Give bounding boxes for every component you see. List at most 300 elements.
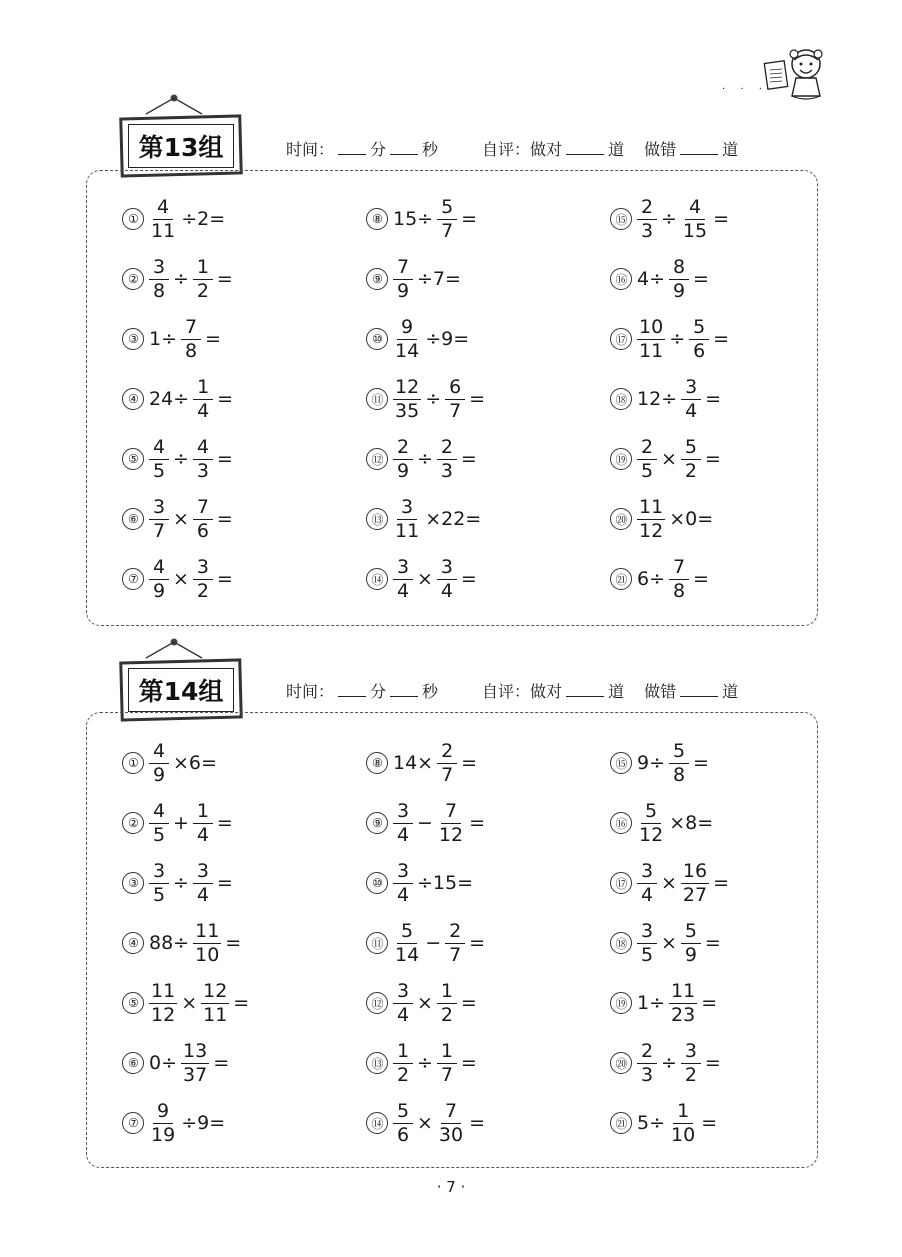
numerator: 4: [149, 438, 169, 460]
operator-text: ×: [417, 1112, 433, 1134]
fraction: [681, 195, 709, 242]
denominator: 12: [639, 823, 664, 846]
operator-text: ÷9=: [425, 328, 470, 350]
numerator: 2: [437, 438, 457, 460]
problem-number: ⑫: [366, 448, 388, 470]
problem-number: ⑮: [610, 752, 632, 774]
denominator: 11: [151, 219, 176, 242]
numerator: 4: [153, 198, 173, 220]
operator-text: +: [173, 812, 189, 834]
numerator: 3: [193, 558, 213, 580]
fraction: [393, 1099, 413, 1146]
denominator: 19: [151, 1123, 176, 1146]
operator-text: 24÷: [149, 388, 190, 410]
denominator: 11: [395, 519, 420, 542]
problem-item: [122, 1038, 231, 1088]
fraction: [669, 1099, 697, 1146]
fraction: [393, 495, 421, 542]
denominator: 30: [438, 1123, 464, 1146]
numerator: 11: [195, 919, 220, 942]
operator-text: =: [704, 1052, 721, 1074]
operator-text: =: [469, 1112, 486, 1134]
fraction: [669, 979, 697, 1026]
problem-item: [122, 978, 251, 1028]
numerator: 5: [689, 318, 709, 340]
record-line: 时间： 分 秒 自评：做对 道 做错 道: [286, 140, 739, 159]
fraction: [193, 375, 213, 422]
problem-item: [610, 194, 731, 244]
seconds-blank[interactable]: [390, 153, 418, 155]
problem-number: ⑳: [610, 1052, 632, 1074]
fraction: [637, 315, 665, 362]
fraction: [437, 195, 457, 242]
operator-text: ÷: [417, 448, 433, 470]
problem-number: ⑭: [366, 1112, 388, 1134]
problem-number: ⑲: [610, 992, 632, 1014]
operator-text: =: [469, 388, 486, 410]
numerator: 5: [681, 438, 701, 460]
operator-text: ×: [173, 508, 189, 530]
fraction: [393, 255, 413, 302]
problem-item: [122, 1098, 227, 1148]
operator-text: 12÷: [637, 388, 678, 410]
numerator: 2: [445, 922, 465, 944]
fraction: [445, 375, 465, 422]
denominator: 9: [684, 943, 697, 966]
operator-text: =: [216, 448, 233, 470]
problem-item: [610, 1038, 723, 1088]
problem-item: [366, 314, 471, 364]
group-title: 第14组: [128, 668, 234, 712]
problem-item: [366, 554, 479, 604]
numerator: 4: [685, 198, 705, 220]
numerator: 8: [669, 258, 689, 280]
numerator: 12: [203, 979, 228, 1002]
denominator: 37: [183, 1063, 208, 1086]
page-number: · 7 ·: [436, 1178, 466, 1196]
denominator: 2: [196, 579, 209, 602]
numerator: 1: [193, 378, 213, 400]
fraction: [437, 739, 457, 786]
denominator: 7: [449, 399, 462, 422]
fraction: [669, 255, 689, 302]
operator-text: 6÷: [637, 568, 666, 590]
denominator: 2: [684, 1063, 697, 1086]
fraction: [637, 195, 657, 242]
numerator: 12: [395, 375, 420, 398]
fraction: [681, 1039, 701, 1086]
denominator: 12: [151, 1003, 176, 1026]
fraction: [681, 435, 701, 482]
operator-text: ÷: [425, 388, 442, 410]
operator-text: ×8=: [669, 812, 714, 834]
operator-text: 4÷: [637, 268, 666, 290]
denominator: 2: [196, 279, 209, 302]
frame-hanger-icon: [140, 92, 210, 116]
denominator: 5: [640, 943, 654, 966]
numerator: 4: [149, 802, 169, 824]
problem-item: [610, 858, 731, 908]
denominator: 6: [693, 339, 706, 362]
problem-item: [122, 434, 235, 484]
minutes-blank[interactable]: [338, 695, 366, 697]
record-line: 时间： 分 秒 自评：做对 道 做错 道: [286, 682, 739, 701]
operator-text: =: [701, 1112, 718, 1134]
operator-text: =: [713, 872, 730, 894]
denominator: 14: [395, 943, 420, 966]
denominator: 6: [396, 1123, 410, 1146]
problem-number: ⑱: [610, 932, 632, 954]
problem-item: [366, 374, 487, 424]
problem-number: ⑪: [366, 388, 388, 410]
denominator: 9: [152, 763, 166, 786]
denominator: 8: [152, 279, 166, 302]
fraction: [149, 555, 169, 602]
fraction: [149, 435, 169, 482]
denominator: 27: [682, 883, 708, 906]
denominator: 8: [184, 339, 198, 362]
fraction: [193, 919, 221, 966]
fraction: [393, 315, 421, 362]
denominator: 4: [396, 883, 410, 906]
fraction: [437, 1099, 465, 1146]
problem-number: ①: [122, 752, 144, 774]
problem-item: [366, 978, 479, 1028]
operator-text: ×6=: [173, 752, 217, 774]
denominator: 4: [196, 883, 209, 906]
numerator: 3: [193, 862, 213, 884]
numerator: 3: [637, 922, 657, 944]
operator-text: ×0=: [669, 508, 714, 530]
fraction: [437, 555, 457, 602]
denominator: 11: [203, 1003, 228, 1026]
fraction: [193, 799, 213, 846]
denominator: 3: [196, 459, 209, 482]
operator-text: =: [216, 568, 233, 590]
problem-item: [610, 494, 715, 544]
problem-item: [366, 1038, 479, 1088]
problem-item: [122, 738, 219, 788]
denominator: 4: [197, 399, 210, 422]
operator-text: =: [213, 1052, 230, 1074]
denominator: 9: [672, 279, 686, 302]
numerator: 3: [393, 862, 413, 884]
denominator: 5: [152, 883, 166, 906]
problem-number: ⑰: [610, 872, 632, 894]
denominator: 23: [671, 1003, 696, 1026]
problem-number: ①: [122, 208, 144, 230]
problem-number: ⑨: [366, 812, 388, 834]
numerator: 7: [181, 318, 201, 340]
fraction: [149, 799, 169, 846]
fraction: [689, 315, 709, 362]
numerator: 6: [445, 378, 465, 400]
operator-text: ÷: [173, 268, 189, 290]
numerator: 11: [639, 495, 664, 518]
problem-number: ③: [122, 328, 144, 350]
numerator: 3: [397, 498, 417, 520]
numerator: 1: [673, 1102, 693, 1124]
denominator: 3: [640, 1063, 654, 1086]
fraction: [181, 315, 201, 362]
denominator: 4: [440, 579, 453, 602]
problem-number: ⑲: [610, 448, 632, 470]
denominator: 7: [441, 219, 454, 242]
denominator: 8: [672, 763, 686, 786]
problem-item: [122, 194, 227, 244]
problem-item: [366, 858, 475, 908]
numerator: 7: [393, 258, 413, 280]
group-title-frame: [120, 116, 242, 176]
operator-text: ÷7=: [417, 268, 461, 290]
fraction: [669, 739, 689, 786]
fraction: [437, 435, 457, 482]
fraction: [393, 1039, 413, 1086]
problem-item: [610, 918, 723, 968]
problem-item: [122, 314, 223, 364]
denominator: 6: [196, 519, 209, 542]
problem-number: ⑩: [366, 872, 388, 894]
problem-number: ㉑: [610, 568, 632, 590]
fraction: [637, 495, 665, 542]
numerator: 9: [153, 1102, 173, 1124]
denominator: 4: [396, 823, 410, 846]
fraction: [393, 859, 413, 906]
fraction: [393, 435, 413, 482]
numerator: 1: [393, 1042, 413, 1064]
group-title: 第13组: [128, 124, 234, 168]
problem-number: ②: [122, 268, 144, 290]
problem-number: ⑯: [610, 268, 632, 290]
problem-item: [366, 194, 479, 244]
problem-item: [366, 254, 463, 304]
fraction: [393, 375, 421, 422]
problem-item: [366, 918, 487, 968]
denominator: 12: [438, 823, 464, 846]
operator-text: ÷: [173, 872, 189, 894]
problem-item: [610, 978, 719, 1028]
problem-item: [122, 554, 235, 604]
operator-text: =: [713, 328, 730, 350]
operator-text: ×: [661, 872, 677, 894]
operator-text: =: [693, 268, 709, 290]
wrong-count-blank[interactable]: [680, 695, 718, 697]
numerator: 3: [149, 498, 169, 520]
fraction: [393, 799, 413, 846]
fraction: [193, 495, 213, 542]
girl-mascot-icon: [762, 42, 834, 106]
numerator: 3: [637, 862, 657, 884]
problem-number: ⑤: [122, 992, 144, 1014]
denominator: 2: [396, 1063, 410, 1086]
fraction: [637, 435, 657, 482]
problem-item: [610, 1098, 719, 1148]
problem-item: [366, 1098, 487, 1148]
numerator: 4: [193, 438, 213, 460]
problem-number: ③: [122, 872, 144, 894]
fraction: [681, 919, 701, 966]
problem-number: ⑱: [610, 388, 632, 410]
fraction: [681, 859, 709, 906]
numerator: 10: [639, 315, 664, 338]
denominator: 4: [396, 1003, 410, 1026]
problem-number: ⑬: [366, 1052, 388, 1074]
numerator: 3: [393, 558, 413, 580]
denominator: 15: [682, 219, 708, 242]
numerator: 4: [149, 742, 169, 764]
problem-number: ⑳: [610, 508, 632, 530]
fraction: [437, 799, 465, 846]
operator-text: 14×: [393, 752, 434, 774]
operator-text: ×: [417, 992, 433, 1014]
numerator: 3: [437, 558, 457, 580]
operator-text: ×: [661, 448, 677, 470]
correct-count-blank[interactable]: [566, 153, 604, 155]
numerator: 5: [393, 1102, 413, 1124]
correct-count-blank[interactable]: [566, 695, 604, 697]
operator-text: ÷2=: [181, 208, 226, 230]
fraction: [181, 1039, 209, 1086]
fraction: [149, 1099, 177, 1146]
numerator: 2: [437, 742, 457, 764]
problem-number: ⑨: [366, 268, 388, 290]
fraction: [637, 799, 665, 846]
fraction: [637, 919, 657, 966]
problem-number: ⑫: [366, 992, 388, 1014]
denominator: 3: [640, 219, 654, 242]
fraction: [149, 979, 177, 1026]
fraction: [393, 979, 413, 1026]
numerator: 5: [681, 922, 701, 944]
operator-text: −: [417, 812, 433, 834]
numerator: 5: [397, 922, 417, 944]
denominator: 2: [684, 459, 697, 482]
operator-text: =: [461, 752, 478, 774]
denominator: 4: [196, 823, 209, 846]
problem-item: [366, 798, 487, 848]
operator-text: =: [216, 872, 233, 894]
denominator: 5: [152, 823, 166, 846]
denominator: 5: [640, 459, 654, 482]
operator-text: ×22=: [425, 508, 482, 530]
problem-item: [610, 738, 711, 788]
numerator: 4: [149, 558, 169, 580]
operator-text: =: [704, 932, 721, 954]
operator-text: =: [216, 812, 233, 834]
problem-number: ⑦: [122, 1112, 144, 1134]
problem-number: ⑮: [610, 208, 632, 230]
operator-text: =: [205, 328, 221, 350]
numerator: 2: [637, 1042, 657, 1064]
numerator: 3: [681, 378, 701, 400]
problem-number: ②: [122, 812, 144, 834]
fraction: [445, 919, 465, 966]
problem-item: [122, 858, 235, 908]
operator-text: =: [705, 388, 722, 410]
problem-number: ⑧: [366, 752, 388, 774]
problem-item: [610, 434, 723, 484]
operator-text: =: [460, 1052, 477, 1074]
denominator: 11: [639, 339, 664, 362]
operator-text: =: [693, 568, 709, 590]
denominator: 7: [440, 1063, 453, 1086]
group-title-frame: [120, 660, 242, 720]
operator-text: 5÷: [637, 1112, 666, 1134]
wrong-count-blank[interactable]: [680, 153, 718, 155]
problem-number: ⑤: [122, 448, 144, 470]
numerator: 11: [151, 979, 176, 1002]
numerator: 7: [193, 498, 213, 520]
numerator: 7: [669, 558, 689, 580]
problem-number: ⑰: [610, 328, 632, 350]
fraction: [637, 1039, 657, 1086]
operator-text: =: [460, 448, 477, 470]
numerator: 1: [437, 1042, 457, 1064]
numerator: 13: [183, 1039, 208, 1062]
minutes-blank[interactable]: [338, 153, 366, 155]
operator-text: ÷: [661, 208, 677, 230]
fraction: [149, 495, 169, 542]
frame-hanger-icon: [140, 636, 210, 660]
operator-text: =: [704, 448, 721, 470]
denominator: 8: [672, 579, 686, 602]
operator-text: ÷: [173, 448, 189, 470]
operator-text: =: [216, 508, 233, 530]
operator-text: 88÷: [149, 932, 190, 954]
operator-text: 1÷: [637, 992, 666, 1014]
operator-text: =: [713, 208, 730, 230]
denominator: 5: [152, 459, 166, 482]
fraction: [437, 979, 457, 1026]
numerator: 2: [393, 438, 413, 460]
operator-text: =: [701, 992, 718, 1014]
operator-text: =: [469, 812, 486, 834]
numerator: 5: [669, 742, 689, 764]
numerator: 7: [441, 802, 461, 824]
operator-text: 1÷: [149, 328, 178, 350]
operator-text: =: [233, 992, 250, 1014]
numerator: 2: [637, 438, 657, 460]
denominator: 7: [441, 763, 454, 786]
numerator: 3: [393, 802, 413, 824]
denominator: 10: [671, 1123, 696, 1146]
problem-number: ④: [122, 932, 144, 954]
problem-number: ⑬: [366, 508, 388, 530]
numerator: 9: [397, 318, 417, 340]
operator-text: =: [225, 932, 242, 954]
fraction: [669, 555, 689, 602]
operator-text: =: [217, 388, 234, 410]
numerator: 7: [441, 1102, 461, 1124]
operator-text: ÷9=: [181, 1112, 226, 1134]
problem-number: ⑥: [122, 1052, 144, 1074]
denominator: 7: [152, 519, 166, 542]
denominator: 12: [639, 519, 664, 542]
problem-number: ⑧: [366, 208, 388, 230]
fraction: [637, 859, 657, 906]
fraction: [193, 555, 213, 602]
problem-item: [122, 374, 235, 424]
seconds-blank[interactable]: [390, 695, 418, 697]
problem-item: [610, 554, 711, 604]
operator-text: =: [469, 932, 486, 954]
operator-text: −: [425, 932, 442, 954]
problem-item: [122, 918, 243, 968]
problem-item: [610, 314, 731, 364]
denominator: 9: [152, 579, 166, 602]
problem-item: [610, 254, 711, 304]
fraction: [193, 435, 213, 482]
